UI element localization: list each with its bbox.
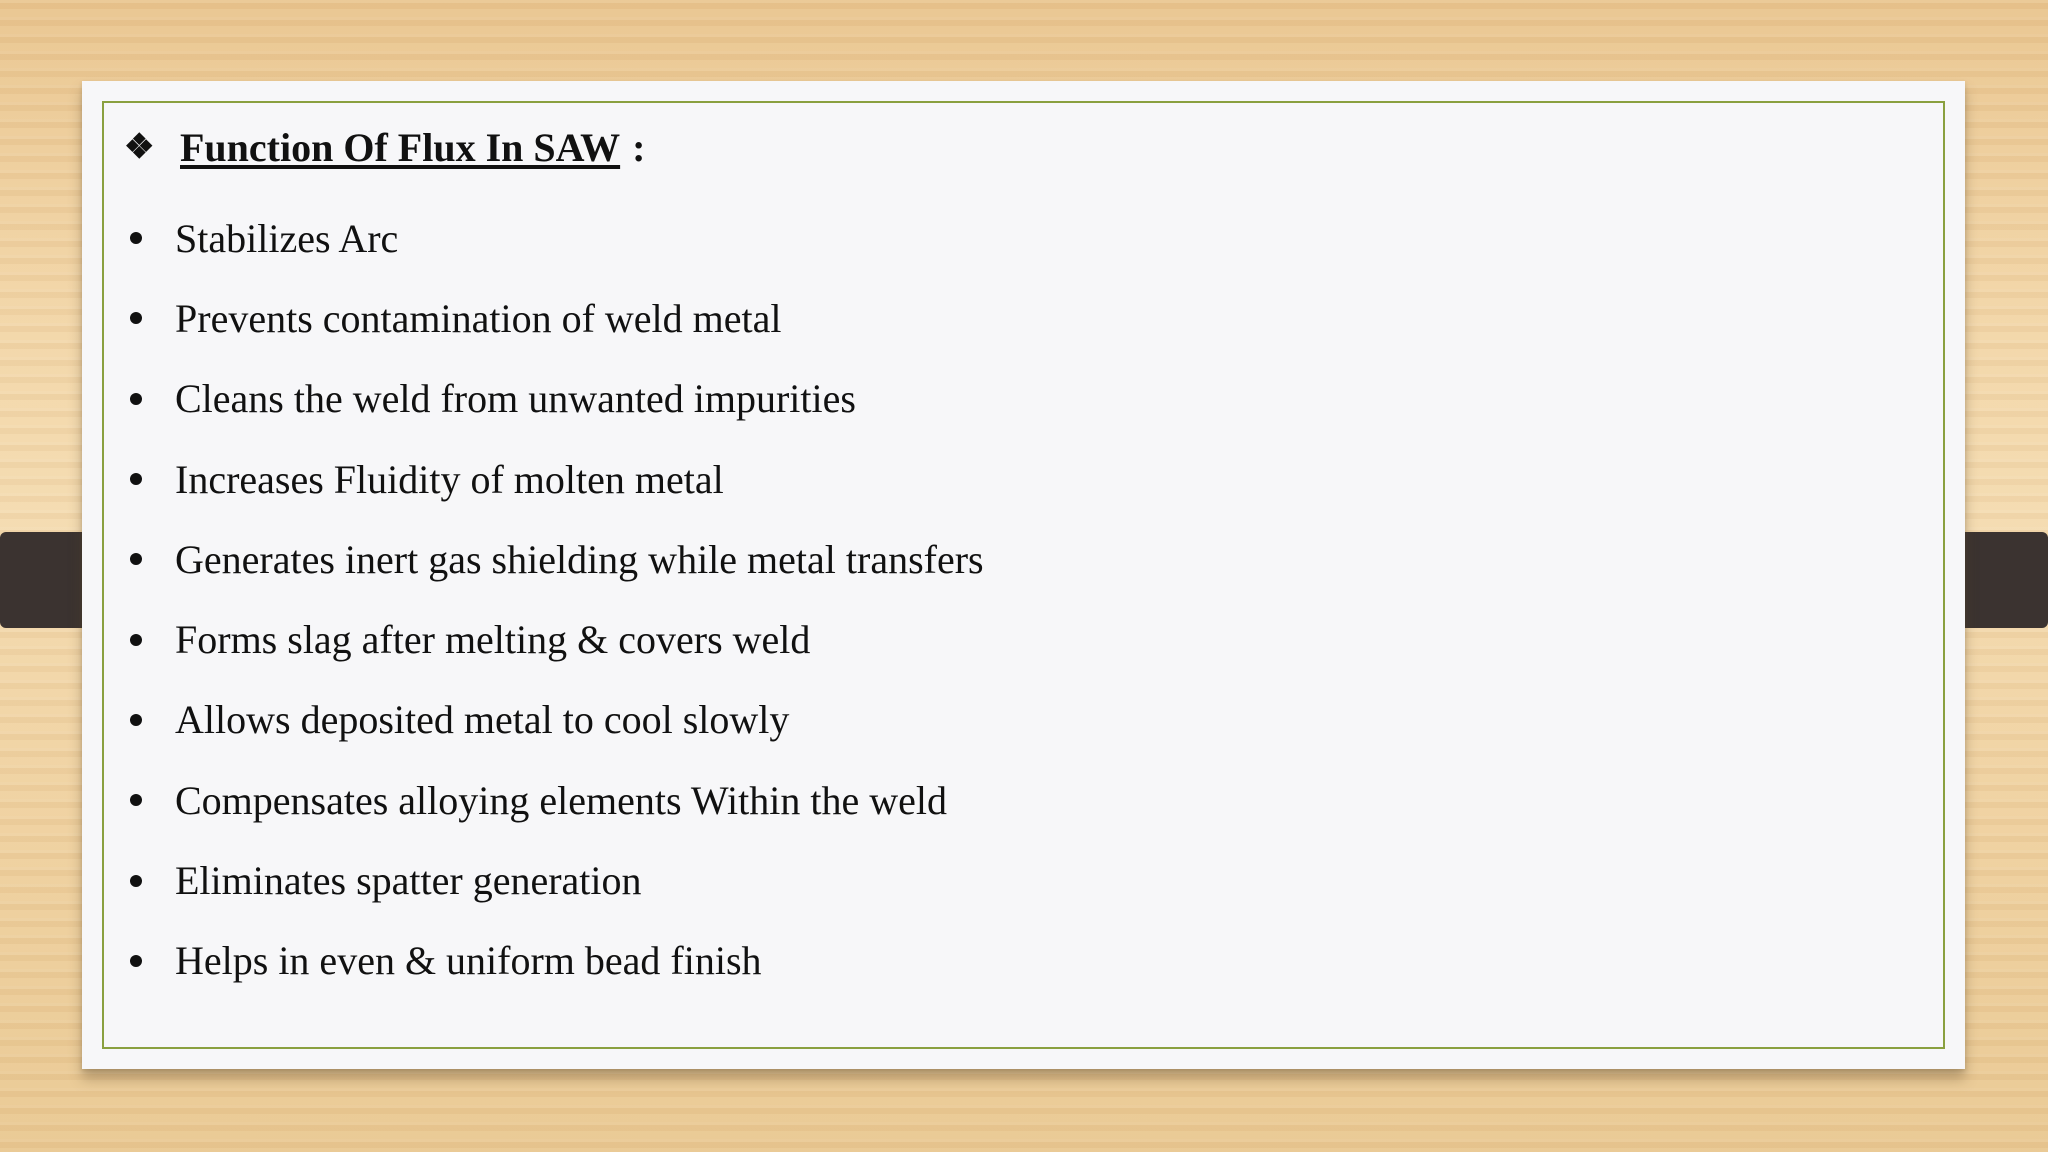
list-item-text: Helps in even & uniform bead finish [175,938,762,984]
list-item [118,359,984,439]
list-item-text: Stabilizes Arc [175,215,399,261]
list-item [118,760,984,840]
list-item [118,680,984,760]
list-item-text: Generates inert gas shielding while metal transfers [175,536,984,582]
list-item-text: Eliminates spatter generation [175,858,642,904]
bullet-icon [130,634,142,646]
bullet-icon [130,393,142,405]
bullet-icon [130,794,142,806]
list-item-text: Prevents contamination of weld metal [175,295,782,341]
diamond-bullet-icon: ❖ [124,129,155,166]
bullet-icon [130,312,142,324]
list-item [118,439,984,519]
list-item [118,599,984,679]
bullet-list [118,198,984,1001]
bullet-icon [130,553,142,565]
list-item-text: Compensates alloying elements Within the weld [175,777,947,823]
list-item-text: Forms slag after melting & covers weld [175,617,811,663]
list-item [118,198,984,278]
heading-colon: : [632,124,646,170]
slide-heading [124,117,645,177]
list-item [118,519,984,599]
bullet-icon [130,875,142,887]
list-item-text: Cleans the weld from unwanted impurities [175,376,856,422]
heading-title: Function Of Flux In SAW [180,124,621,170]
slide-card [82,81,1965,1069]
bullet-icon [130,714,142,726]
list-item [118,278,984,358]
list-item [118,840,984,920]
bullet-icon [130,232,142,244]
list-item-text: Increases Fluidity of molten metal [175,456,724,502]
list-item [118,921,984,1001]
list-item-text: Allows deposited metal to cool slowly [175,697,790,743]
bullet-icon [130,955,142,967]
bullet-icon [130,473,142,485]
